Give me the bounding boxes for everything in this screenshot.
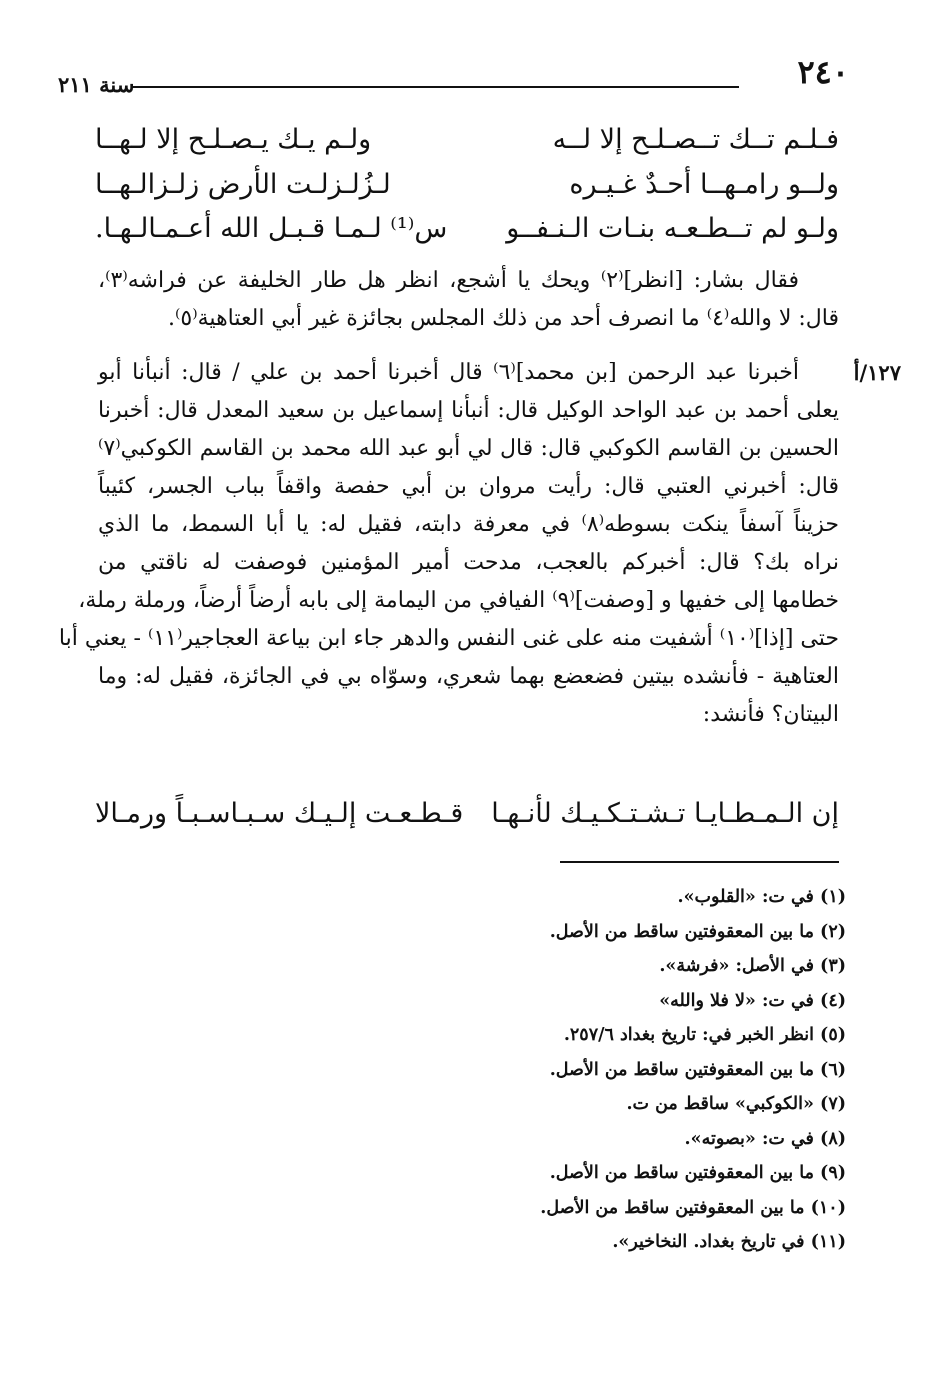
footnote: (٧) «الكوكبي» ساقط من ت. [626,1094,846,1114]
text-line: حزيناً آسفاً ينكت بسوطه⁽٨⁾ في معرفة دابته، فقيل له: يا أبا السمط، ما الذي [98,512,839,537]
verse-first-hemistich: ولــو رامـهــا أحـدٌ غـيـره [569,169,839,200]
verse-line [95,792,839,836]
text-line: يعلى أحمد بن عبد الواحد الوكيل قال: أنبأنا إسماعيل بن سعيد المعدل قال: أخبرنا [98,398,839,423]
footnote: (١٠) ما بين المعقوفتين ساقط من الأصل. [540,1197,846,1218]
verse-second-hemistich: قـطـعـت إلـيـك سـبـاسـبـاً ورمـالا [95,798,464,829]
running-head-year: سنة ٢١١ [58,72,135,97]
verse-line [95,118,839,162]
verse-second-hemistich: س⁽¹⁾ لـمـا قـبـل الله أعـمـالـهـا. [95,213,448,244]
footnote: (٢) ما بين المعقوفتين ساقط من الأصل. [549,921,846,942]
verse-second-hemistich: ولـم يـك يـصـلـح إلا لـهــا [95,124,372,155]
text-line: فقال بشار: [انظر]⁽٢⁾ ويحك يا أشجع، انظر هل طار الخليفة عن فراشه⁽٣⁾، [98,268,799,293]
footnote: (١) في ت: «القلوب». [677,887,846,907]
footnote: (٤) في ت: «لا فلا والله» [659,990,846,1011]
text-line: خطامها إلى خفيها و [وصفت]⁽٩⁾ الفيافي من اليمامة إلى بابه أرضاً أرضاً، ورملة رملة، [78,588,839,613]
footnote-separator [560,861,839,863]
text-line: الحسين بن القاسم الكوكبي قال: قال لي أبو عبد الله محمد بن القاسم الكوكبي⁽٧⁾ [98,436,839,461]
page-number: ٢٤٠ [797,53,849,91]
footnote: (٦) ما بين المعقوفتين ساقط من الأصل. [549,1059,846,1080]
footnote: (١١) في تاريخ بغداد. النخاخير». [612,1232,846,1252]
text-line: أخبرنا عبد الرحمن [بن محمد]⁽٦⁾ قال أخبرنا أحمد بن علي / قال: أنبأنا أبو [98,360,799,385]
verse-line [95,207,839,251]
folio-marker: ١٢٧/أ [853,360,901,385]
paragraph-marwan [58,354,839,734]
text-line: نراه بك؟ قال: أخبركم بالعجب، مدحت أمير المؤمنين فوصفت له ناقتي من [98,550,839,575]
header-rule [132,86,739,88]
text-line: العتاهية - فأنشده بيتين فضعضع بهما شعري، وسوّاه بي في الجائزة، فقيل له: وما [98,664,839,689]
text-line: قال: أخبرني العتبي قال: رأيت مروان بن أبي حفصة واقفاً بباب الجسر، كئيباً [98,474,839,499]
text-line: قال: لا والله⁽٤⁾ ما انصرف أحد من ذلك المجلس بجائزة غير أبي العتاهية⁽٥⁾. [168,306,839,331]
verse-second-hemistich: لـزُلـزلـت الأرض زلـزالـهــا [95,169,391,200]
footnote: (٣) في الأصل: «فرشة». [659,956,846,976]
footnote: (٥) انظر الخبر في: تاريخ بغداد ٢٥٧/٦. [563,1025,846,1045]
text-line: البيتان؟ فأنشد: [702,702,839,727]
paragraph-bashar [98,262,839,338]
verse-line [95,163,839,207]
verse-first-hemistich: فـلـم تــك تــصـلـح إلا لــه [552,124,839,155]
text-line: حتى [إذا]⁽١٠⁾ أشفيت منه على غنى النفس والدهر جاء ابن بياعة العجاجير⁽١١⁾ - يعني أبا [58,626,839,651]
footnote: (٩) ما بين المعقوفتين ساقط من الأصل. [549,1163,846,1183]
footnotes [446,880,846,1260]
verse-first-hemistich: ولـو لم تــطـعـه بنـات الـنـفــو [506,213,839,244]
verse-first-hemistich: إن الـمـطـايـا تـشـتـكـيـك لأنـهـا [491,798,839,829]
footnote: (٨) في ت: «بصوته». [684,1128,846,1149]
